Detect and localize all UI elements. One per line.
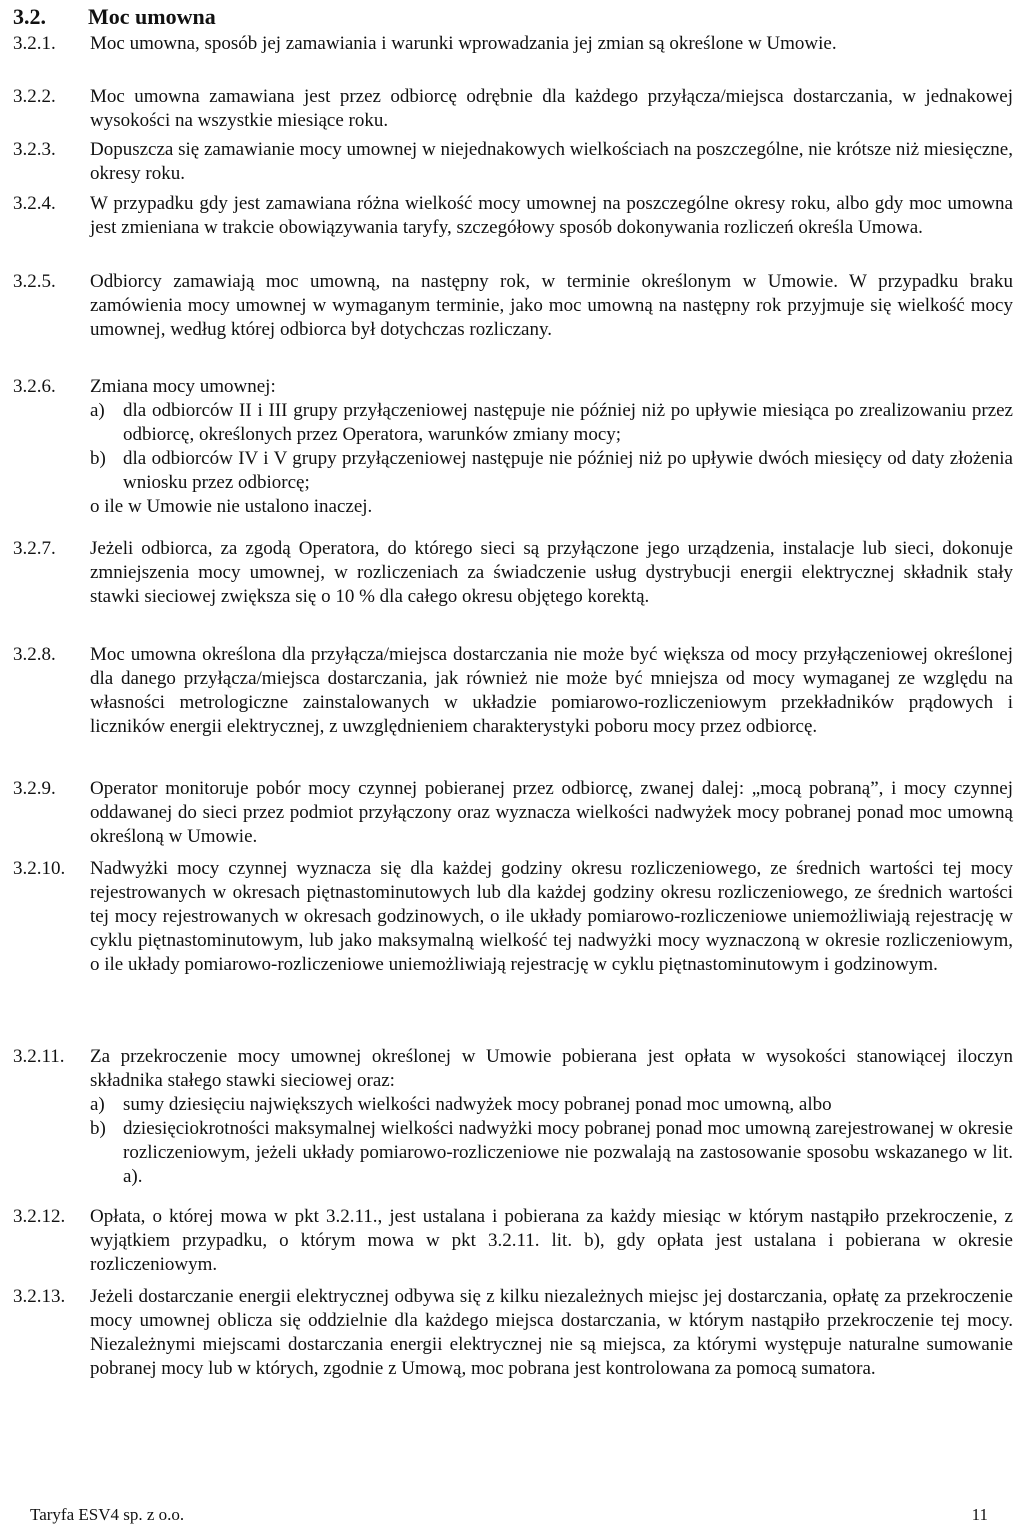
paragraph-number: 3.2.1. — [13, 33, 56, 54]
list-item-text: dla odbiorców II i III grupy przyłączeniowej następuje nie później niż po upływie miesiąca po zrealizowaniu przez odbiorcę, określonych przez Operatora, warunków zmiany mocy; — [123, 400, 1013, 445]
paragraph-3-2-7 — [13, 537, 1013, 609]
paragraph-3-2-13 — [13, 1285, 1013, 1381]
paragraph-number: 3.2.8. — [13, 644, 56, 665]
paragraph-text: W przypadku gdy jest zamawiana różna wielkość mocy umownej na poszczególne okresy roku, albo gdy moc umowna jest zmieniana w trakcie obowiązywania taryfy, szczegółowy sposób dokonywania rozliczeń określa Umowa. — [90, 193, 1013, 238]
paragraph-number: 3.2.4. — [13, 193, 56, 214]
list-item-a — [90, 1093, 1013, 1117]
paragraph-intro: Zmiana mocy umownej: — [90, 376, 276, 397]
paragraph-number: 3.2.12. — [13, 1206, 66, 1227]
paragraph-3-2-6 — [13, 375, 1013, 519]
paragraph-text: Moc umowna zamawiana jest przez odbiorcę odrębnie dla każdego przyłącza/miejsca dostarczania, w jednakowej wysokości na wszystkie miesiące roku. — [90, 86, 1013, 131]
paragraph-number: 3.2.13. — [13, 1286, 66, 1307]
paragraph-text: Moc umowna, sposób jej zamawiania i warunki wprowadzania jej zmian są określone w Umowie. — [90, 33, 837, 54]
paragraph-3-2-9 — [13, 777, 1013, 849]
paragraph-text: Jeżeli dostarczanie energii elektrycznej odbywa się z kilku niezależnych miejsc jej dostarczania, opłatę za przekroczenie mocy umownej oblicza się oddzielnie dla każdego miejsca dostarczania, w którym nastąpiło przekroczenie tej mocy. Niezależnymi miejscami dostarczania energii elektrycznej nie są miejsca, za którymi występuje naturalne sumowanie pobranej mocy lub w których, zgodnie z Umową, moc pobrana jest kontrolowana za pomocą sumatora. — [90, 1286, 1013, 1379]
paragraph-number: 3.2.11. — [13, 1046, 65, 1067]
section-number: 3.2. — [13, 4, 46, 29]
paragraph-3-2-5 — [13, 270, 1013, 342]
list-item-a — [90, 399, 1013, 447]
section-title: Moc umowna — [88, 4, 216, 29]
list-letter: a) — [90, 1094, 105, 1115]
list-item-b — [90, 1117, 1013, 1189]
paragraph-3-2-10 — [13, 857, 1013, 977]
paragraph-outro: o ile w Umowie nie ustalono inaczej. — [90, 496, 373, 517]
paragraph-3-2-8 — [13, 643, 1013, 739]
paragraph-text: Dopuszcza się zamawianie mocy umownej w niejednakowych wielkościach na poszczególne, nie krótsze niż miesięczne, okresy roku. — [90, 139, 1013, 184]
footer-company: Taryfa ESV4 sp. z o.o. — [30, 1505, 185, 1524]
list-letter: b) — [90, 1118, 106, 1139]
paragraph-text: Operator monitoruje pobór mocy czynnej pobieranej przez odbiorcę, zwanej dalej: „mocą pobraną”, i mocy czynnej oddawanej do sieci przez podmiot przyłączony oraz wyznacza wielkości nadwyżek mocy pobranej ponad moc umowną określoną w Umowie. — [90, 778, 1013, 847]
paragraph-3-2-11 — [13, 1045, 1013, 1189]
paragraph-number: 3.2.7. — [13, 538, 56, 559]
list-letter: a) — [90, 400, 105, 421]
paragraph-text: Odbiorcy zamawiają moc umowną, na następny rok, w terminie określonym w Umowie. W przypadku braku zamówienia mocy umownej w wymaganym terminie, jako moc umowną na następny rok przyjmuje się wielkość mocy umownej, według której odbiorca był dotychczas rozliczany. — [90, 271, 1013, 340]
paragraph-number: 3.2.9. — [13, 778, 56, 799]
paragraph-number: 3.2.3. — [13, 139, 56, 160]
section-heading — [13, 4, 216, 30]
paragraph-3-2-12 — [13, 1205, 1013, 1277]
paragraph-3-2-1 — [13, 32, 1013, 56]
paragraph-number: 3.2.6. — [13, 376, 56, 397]
paragraph-3-2-2 — [13, 85, 1013, 133]
paragraph-number: 3.2.2. — [13, 86, 56, 107]
page-number: 11 — [971, 1505, 988, 1524]
paragraph-text: Jeżeli odbiorca, za zgodą Operatora, do którego sieci są przyłączone jego urządzenia, instalacje lub sieci, dokonuje zmniejszenia mocy umownej, w rozliczeniach za świadczenie usług dystrybucji energii elektrycznej składnik stały stawki sieciowej zwiększa się o 10 % dla całego okresu objętego korektą. — [90, 538, 1013, 607]
list-item-b — [90, 447, 1013, 495]
list-letter: b) — [90, 448, 106, 469]
paragraph-text: Nadwyżki mocy czynnej wyznacza się dla każdej godziny okresu rozliczeniowego, ze średnich wartości tej mocy rejestrowanych w okresach piętnastominutowych lub dla każdej godziny okresu rozliczeniowego, ze średnich wartości tej mocy rejestrowanych w okresach godzinowych, o ile układy pomiarowo-rozliczeniowe uniemożliwiają rejestrację w cyklu piętnastominutowym, lub jako maksymalną wielkość tej nadwyżki mocy wyznaczoną w okresie rozliczeniowym, o ile układy pomiarowo-rozliczeniowe uniemożliwiają rejestrację w cyklu piętnastominutowym i godzinowym. — [90, 858, 1013, 975]
paragraph-3-2-3 — [13, 138, 1013, 186]
paragraph-intro: Za przekroczenie mocy umownej określonej w Umowie pobierana jest opłata w wysokości stanowiącej iloczyn składnika stałego stawki sieciowej oraz: — [90, 1046, 1013, 1091]
paragraph-text: Moc umowna określona dla przyłącza/miejsca dostarczania nie może być większa od mocy przyłączeniowej określonej dla danego przyłącza/miejsca dostarczania, jak również nie może być mniejsza od mocy wymaganej ze względu na własności metrologiczne zainstalowanych w układzie pomiarowo-rozliczeniowym przekładników prądowych i liczników energii elektrycznej, z uwzględnieniem charakterystyki poboru mocy przez odbiorcę. — [90, 644, 1013, 737]
list-item-text: sumy dziesięciu największych wielkości nadwyżek mocy pobranej ponad moc umowną, albo — [123, 1094, 832, 1115]
list-item-text: dla odbiorców IV i V grupy przyłączeniowej następuje nie później niż po upływie dwóch miesięcy od daty złożenia wniosku przez odbiorcę; — [123, 448, 1013, 493]
paragraph-number: 3.2.5. — [13, 271, 56, 292]
paragraph-3-2-4 — [13, 192, 1013, 240]
list-item-text: dziesięciokrotności maksymalnej wielkości nadwyżki mocy pobranej ponad moc umowną zarejestrowanej w okresie rozliczeniowym, jeżeli układy pomiarowo-rozliczeniowe nie pozwalają na zastosowanie sposobu wskazanego w lit. a). — [123, 1118, 1013, 1187]
paragraph-text: Opłata, o której mowa w pkt 3.2.11., jest ustalana i pobierana za każdy miesiąc w którym nastąpiło przekroczenie, z wyjątkiem przypadku, o którym mowa w pkt 3.2.11. lit. b), gdy opłata jest ustalana i pobierana w okresie rozliczeniowym. — [90, 1206, 1013, 1275]
paragraph-number: 3.2.10. — [13, 858, 66, 879]
